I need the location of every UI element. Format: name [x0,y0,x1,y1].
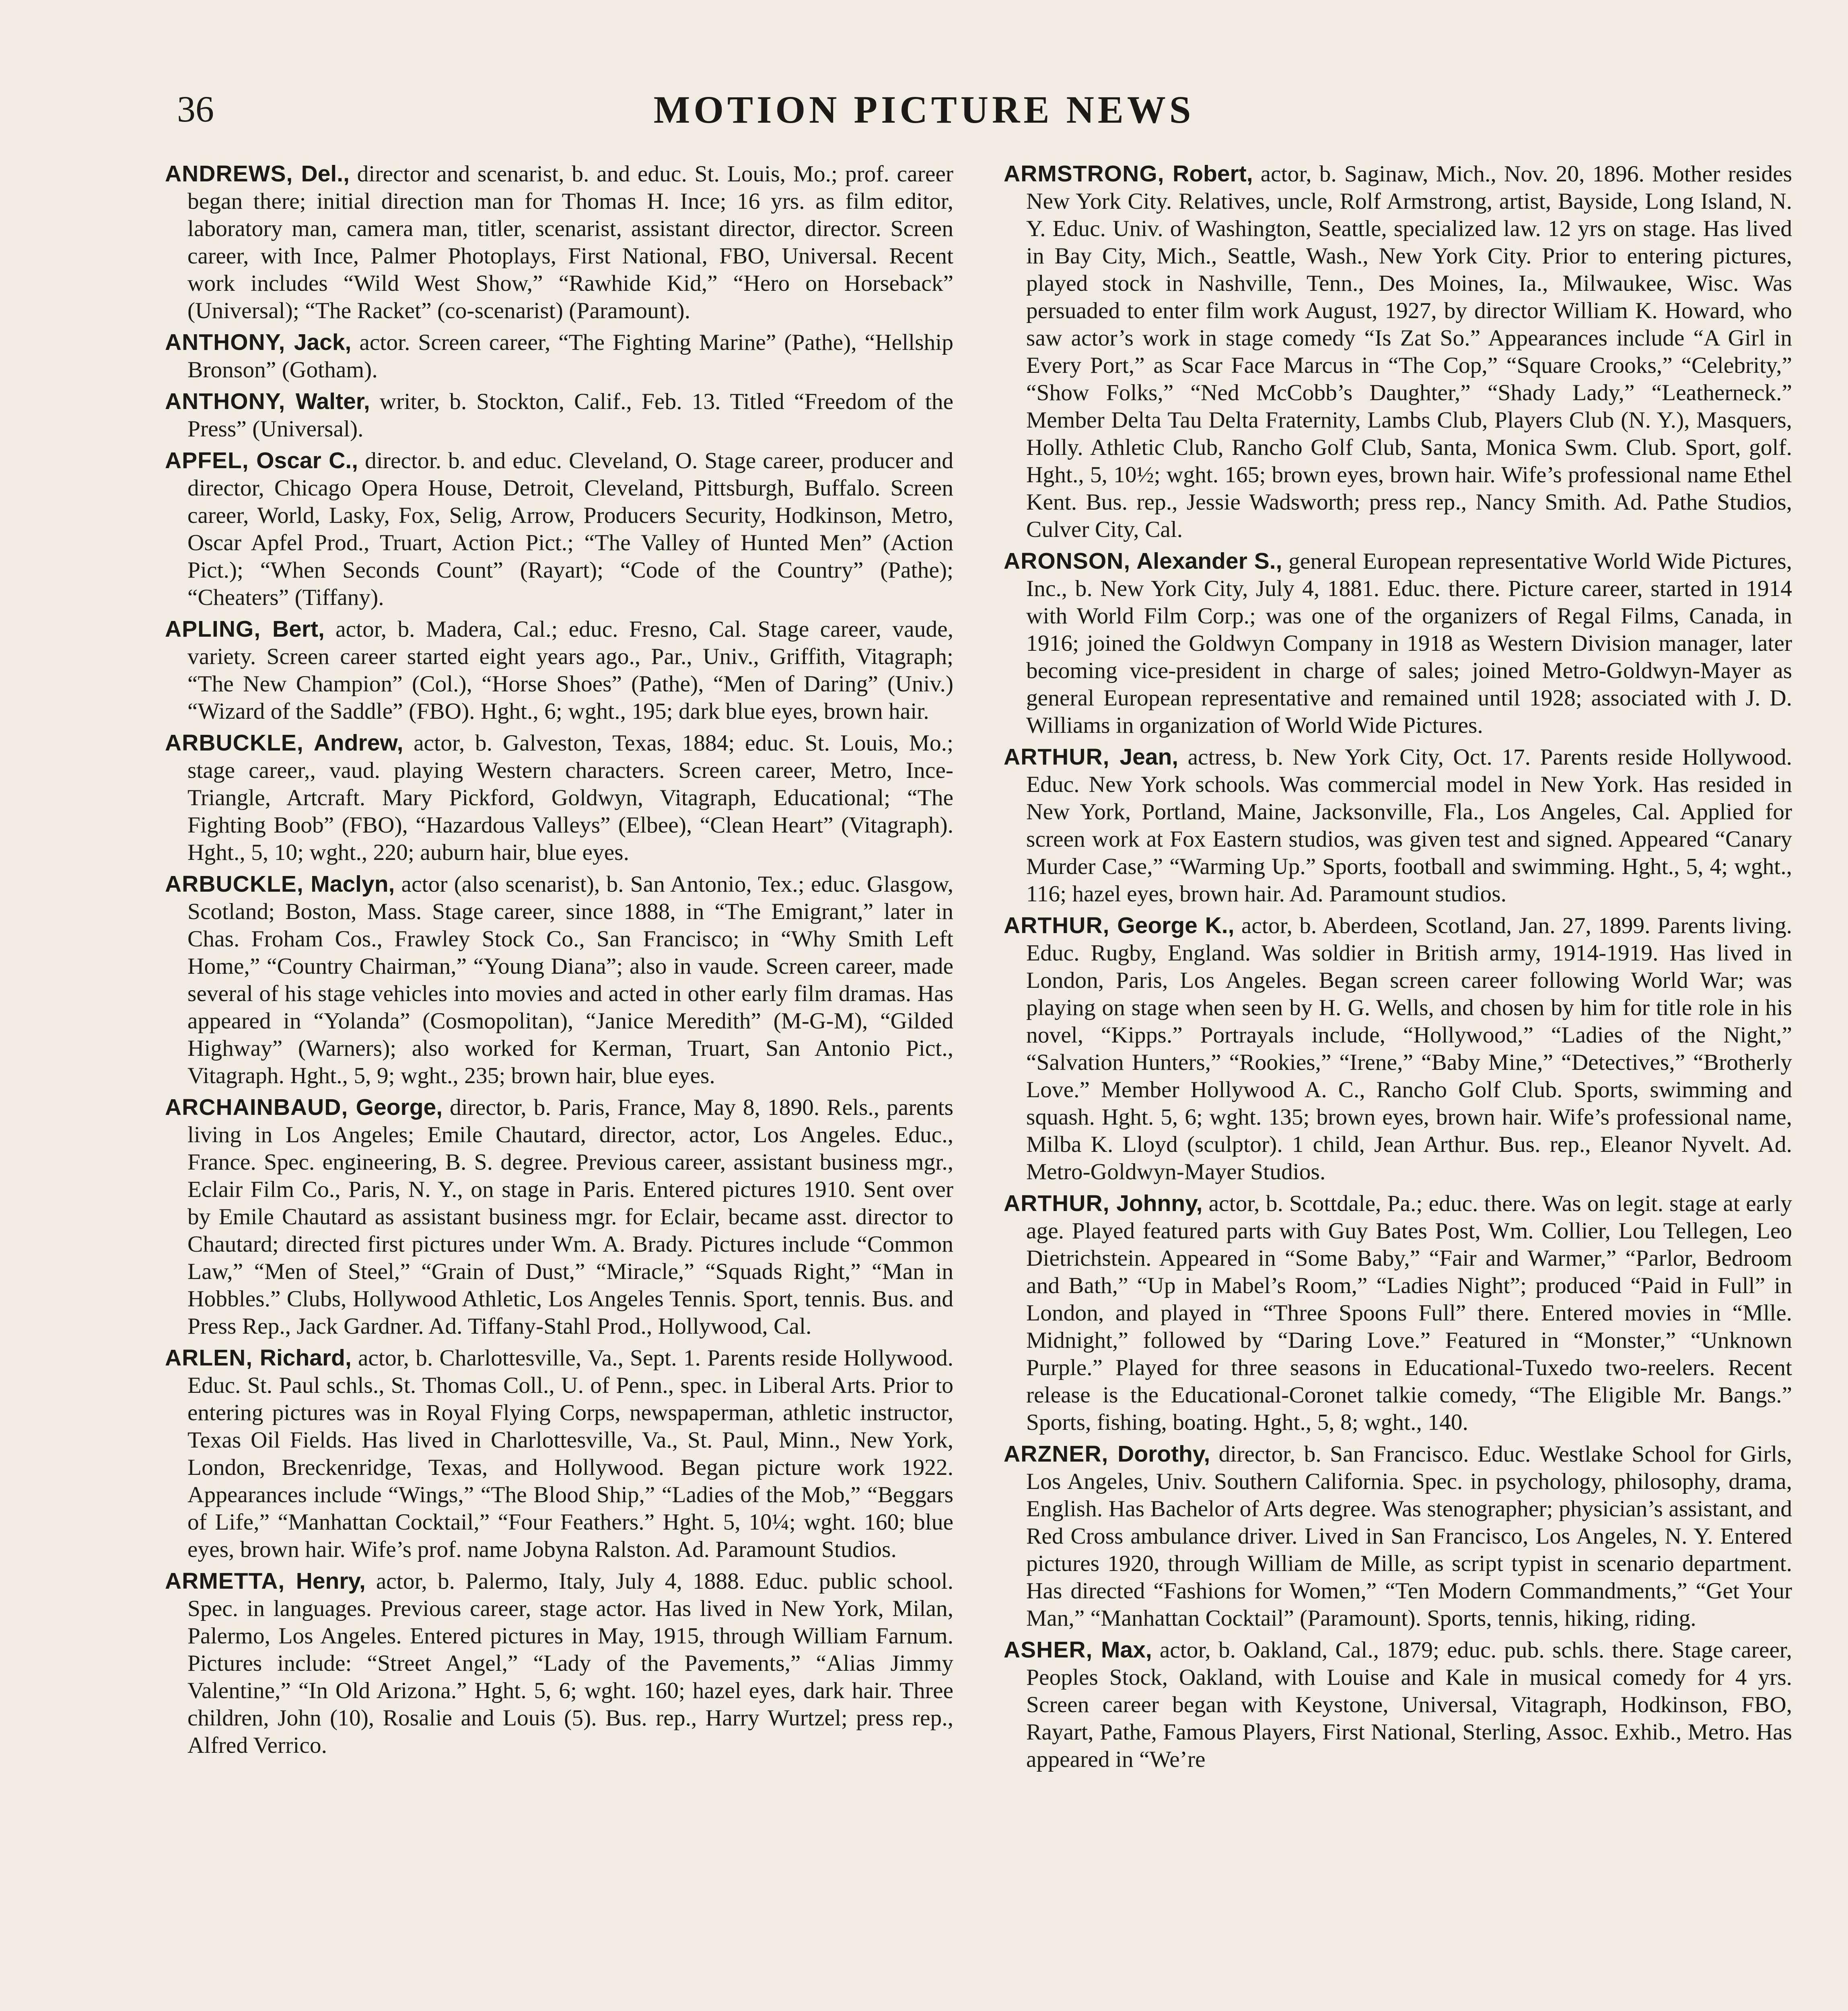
biography-entry [165,1344,953,1563]
biography-entry [165,447,953,611]
entry-text: actor. Screen career, “The Fighting Marine” (Pathe), “Hellship Bronson” (Gotham). [187,330,954,382]
entry-given-name: Johnny, [1116,1191,1203,1216]
entry-given-name: Robert, [1173,161,1253,187]
entry-name [165,1094,442,1120]
entry-surname: ANTHONY, [165,389,286,414]
entry-text: actor (also scenarist), b. San Antonio, Tex.; educ. Glasgow, Scotland; Boston, Mass. Stage career, since 1888, in “The Emigrant,” later in Chas. Froham Cos., Frawley Stock Co., San Francisco; in “Why Smith Left Home,” “Country Chairman,” “Young Diana”; also in vaude. Screen career, made several of his stage vehicles into movies and acted in other early film dramas. Has appeared in “Yolanda” (Cosmopolitan), “Janice Meredith” (M-G-M), “Gilded Highway” (Warners); also worked for Kerman, Truart, San Antonio Pict., Vitagraph. Hght., 5, 9; wght., 235; brown hair, blue eyes. [187,872,953,1088]
entry-text: actor, b. Charlottesville, Va., Sept. 1. Parents reside Hollywood. Educ. St. Paul schls., St. Thomas Coll., U. of Penn., spec. in Liberal Arts. Prior to entering pictures was in Royal Flying Corps, newspaperman, athletic instructor, Texas Oil Fields. Has lived in Charlottesville, Va., St. Paul, Minn., New York, London, Breckenridge, Texas, and Hollywood. Began picture work 1922. Appearances include “Wings,” “The Blood Ship,” “Ladies of the Mob,” “Beggars of Life,” “Manhattan Cocktail,” “Four Feathers.” Hght. 5, 10¼; wght. 160; blue eyes, brown hair. Wife’s prof. name Jobyna Ralston. Ad. Paramount Studios. [187,1345,953,1562]
biography-entry [165,729,953,866]
left-column [165,160,953,1763]
entry-text: actor, b. Madera, Cal.; educ. Fresno, Cal. Stage career, vaude, variety. Screen career started eight years ago., Par., Univ., Griffith, Vitagraph; “The New Champion” (Col.), “Horse Shoes” (Pathe), “Men of Daring” (Univ.) “Wizard of the Saddle” (FBO). Hght., 6; wght., 195; dark blue eyes, brown hair. [187,617,954,724]
entry-given-name: Andrew, [313,730,403,756]
entry-text: actor, b. Aberdeen, Scotland, Jan. 27, 1899. Parents living. Educ. Rugby, England. Was soldier in British army, 1914-1919. Has lived in London, Paris, Los Angeles. Began screen career following World War; was playing on stage when seen by H. G. Wells, and chosen by him for title role in his novel, “Kipps.” Portrayals include, “Hollywood,” “Ladies of the Night,” “Salvation Hunters,” “Rookies,” “Irene,” “Baby Mine,” “Detectives,” “Brotherly Love.” Member Hollywood A. C., Rancho Golf Club. Sports, swimming and squash. Hght. 5, 6; wght. 135; brown eyes, brown hair. Wife’s professional name, Milba K. Lloyd (sculptor). 1 child, Jean Arthur. Bus. rep., Eleanor Nyvelt. Ad. Metro-Goldwyn-Mayer Studios. [1026,913,1792,1184]
entry-given-name: Oscar C., [256,448,358,473]
entry-name [165,871,395,897]
page-header [0,90,1848,147]
entry-text: general European representative World Wide Pictures, Inc., b. New York City, July 4, 1881. Educ. there. Picture career, started in 1914 with World Film Corp.; was one of the organizers of Regal Films, Canada, in 1916; joined the Goldwyn Company in 1918 as Western Division manager, later becoming vice-president in charge of sales; joined Metro-Goldwyn-Mayer as general European representative and remained until 1928; associated with J. D. Williams in organization of World Wide Pictures. [1026,549,1792,738]
entry-given-name: George K., [1117,913,1235,938]
biography-entry [1004,1440,1792,1632]
entry-text: director, b. San Francisco. Educ. Westlake School for Girls, Los Angeles, Univ. Southern California. Spec. in psychology, philosophy, drama, English. Has Bachelor of Arts degree. Was stenographer; physician’s assistant, and Red Cross ambulance driver. Lived in San Francisco, Los Angeles, N. Y. Entered pictures 1920, through William de Mille, as script typist in scenario department. Has directed “Fashions for Women,” “Ten Modern Commandments,” “Get Your Man,” “Manhattan Cocktail” (Paramount). Sports, tennis, hiking, riding. [1026,1441,1792,1631]
entry-surname: ARMSTRONG, [1004,161,1165,187]
entry-surname: ANTHONY, [165,329,286,355]
biography-entry [165,615,953,725]
entry-given-name: Richard, [259,1345,352,1371]
biography-entry [165,1094,953,1340]
entry-name [1004,161,1253,187]
entry-surname: ARZNER, [1004,1441,1109,1467]
entry-given-name: Jean, [1120,744,1179,770]
entry-text: actor, b. Scottdale, Pa.; educ. there. Was on legit. stage at early age. Played featured parts with Guy Bates Post, Wm. Collier, Lou Tellegen, Leo Dietrichstein. Appeared in “Some Baby,” “Fair and Warmer,” “Parlor, Bedroom and Bath,” “Up in Mabel’s Room,” “Ladies Night”; produced “Paid in Full” in London, and played in “Three Spoons Full” there. Entered movies in “Mlle. Midnight,” followed by “Daring Love.” Featured in “Monster,” “Unknown Purple.” Played for three seasons in Educational-Tuxedo two-reelers. Recent release is the Educational-Coronet talkie comedy, “The Eligible Mr. Bangs.” Sports, fishing, boating. Hght., 5, 8; wght., 140. [1026,1191,1792,1435]
page-number: 36 [177,88,214,130]
entry-text: director. b. and educ. Cleveland, O. Stage career, producer and director, Chicago Opera House, Detroit, Cleveland, Pittsburgh, Buffalo. Screen career, World, Lasky, Fox, Selig, Arrow, Producers Security, Hodkinson, Metro, Oscar Apfel Prod., Truart, Action Pict.; “The Valley of Hunted Men” (Action Pict.); “When Seconds Count” (Rayart); “Code of the Country” (Pathe); “Cheaters” (Tiffany). [187,448,954,610]
entry-name [1004,1441,1210,1467]
entry-surname: ARCHAINBAUD, [165,1094,348,1120]
biography-entry [165,870,953,1090]
entry-name [165,389,370,414]
right-column [1004,160,1792,1777]
entry-text: actor, b. Galveston, Texas, 1884; educ. St. Louis, Mo.; stage career,, vaud. playing Western characters. Screen career, Metro, Ince-Triangle, Artcraft. Mary Pickford, Goldwyn, Vitagraph, Educational; “The Fighting Boob” (FBO), “Hazardous Valleys” (Elbee), “Clean Heart” (Vitagraph). Hght., 5, 10; wght., 220; auburn hair, blue eyes. [187,730,953,865]
entry-name [1004,548,1282,574]
biography-entry [1004,743,1792,908]
entry-text: actor, b. Saginaw, Mich., Nov. 20, 1896. Mother resides New York City. Relatives, uncle, Rolf Armstrong, artist, Bayside, Long Island, N. Y. Educ. Univ. of Washington, Seattle, specialized law. 12 yrs on stage. Has lived in Bay City, Mich., Seattle, Wash., New York City. Prior to entering pictures, played stock in Nashville, Tenn., Des Moines, Ia., Milwaukee, Wisc. Was persuaded to enter film work August, 1927, by director William K. Howard, who saw actor’s work in stage comedy “Is Zat So.” Appearances include “A Girl in Every Port,” as Scar Face Marcus in “The Cop,” “Square Crooks,” “Celebrity,” “Show Folks,” “Ned McCobb’s Daughter,” “Shady Lady,” “Leatherneck.” Member Delta Tau Delta Fraternity, Lambs Club, Players Club (N. Y.), Masquers, Holly. Athletic Club, Rancho Golf Club, Santa, Monica Swm. Club. Sport, golf. Hght., 5, 10½; wght. 165; brown eyes, brown hair. Wife’s professional name Ethel Kent. Bus. rep., Jessie Wadsworth; press rep., Nancy Smith. Ad. Pathe Studios, Culver City, Cal. [1026,161,1792,542]
entry-name [165,616,325,642]
entry-given-name: Jack, [294,329,352,355]
entry-given-name: Walter, [295,389,370,414]
entry-given-name: George, [356,1094,443,1120]
entry-surname: ANDREWS, [165,161,293,187]
entry-text: actress, b. New York City, Oct. 17. Parents reside Hollywood. Educ. New York schools. Was commercial model in New York. Has resided in New York, Portland, Maine, Jacksonville, Fla., Los Angeles, Cal. Applied for screen work at Fox Eastern studios, was given test and signed. Appeared “Canary Murder Case,” “Warming Up.” Sports, football and swimming. Hght., 5, 4; wght., 116; hazel eyes, brown hair. Ad. Paramount studios. [1026,744,1792,907]
entry-text: director and scenarist, b. and educ. St. Louis, Mo.; prof. career began there; initial direction man for Thomas H. Ince; 16 yrs. as film editor, laboratory man, camera man, titler, scenarist, assistant director, director. Screen career, with Ince, Palmer Photoplays, First National, FBO, Universal. Recent work includes “Wild West Show,” “Rawhide Kid,” “Hero on Horseback” (Universal); “The Racket” (co-scenarist) (Paramount). [187,161,954,323]
entry-name [165,1345,352,1371]
biography-entry [165,329,953,384]
biography-entry [1004,912,1792,1186]
entry-surname: ARTHUR, [1004,744,1110,770]
entry-name [165,730,403,756]
entry-surname: ARTHUR, [1004,913,1110,938]
entry-given-name: Maclyn, [311,871,395,897]
entry-surname: ARMETTA, [165,1568,285,1594]
biography-entry [165,388,953,443]
entry-name [1004,1191,1202,1216]
entry-name [165,1568,366,1594]
biography-entry [1004,160,1792,543]
biography-entry [1004,547,1792,739]
entry-surname: ARBUCKLE, [165,871,304,897]
entry-text: actor, b. Oakland, Cal., 1879; educ. pub. schls. there. Stage career, Peoples Stock, Oakland, with Louise and Kale in musical comedy for 4 yrs. Screen career began with Keystone, Universal, Vitagraph, Hodkinson, FBO, Rayart, Pathe, Famous Players, First National, Sterling, Assoc. Exhib., Metro. Has appeared in “We’re [1026,1637,1792,1772]
entry-given-name: Alexander S., [1136,548,1282,574]
biography-entry [1004,1190,1792,1436]
biography-entry [1004,1636,1792,1773]
entry-given-name: Max, [1101,1637,1152,1663]
entry-surname: ASHER, [1004,1637,1093,1663]
entry-text: actor, b. Palermo, Italy, July 4, 1888. Educ. public school. Spec. in languages. Previous career, stage actor. Has lived in New York, Milan, Palermo, Los Angeles. Entered pictures in May, 1915, through William Farnum. Pictures include: “Street Angel,” “Lady of the Pavements,” “Alias Jimmy Valentine,” “In Old Arizona.” Hght. 5, 6; wght. 160; hazel eyes, dark hair. Three children, John (10), Rosalie and Louis (5). Bus. rep., Harry Wurtzel; press rep., Alfred Verrico. [187,1569,953,1758]
entry-name [165,329,351,355]
entry-text: writer, b. Stockton, Calif., Feb. 13. Titled “Freedom of the Press” (Universal). [187,389,954,442]
entry-surname: APFEL, [165,448,249,473]
entry-name [1004,744,1178,770]
entry-given-name: Dorothy, [1117,1441,1210,1467]
biography-entry [165,160,953,325]
entry-surname: ARBUCKLE, [165,730,304,756]
biography-entry [165,1567,953,1759]
entry-name [165,448,358,473]
entry-given-name: Henry, [296,1568,366,1594]
entry-name [1004,1637,1152,1663]
running-title: MOTION PICTURE NEWS [653,88,1195,131]
entry-surname: ARLEN, [165,1345,253,1371]
entry-surname: ARTHUR, [1004,1191,1110,1216]
entry-name [1004,913,1234,938]
entry-name [165,161,350,187]
entry-surname: ARONSON, [1004,548,1131,574]
entry-surname: APLING, [165,616,261,642]
entry-given-name: Bert, [272,616,325,642]
entry-text: director, b. Paris, France, May 8, 1890. Rels., parents living in Los Angeles; Emile Chautard, director, actor, Los Angeles. Educ., France. Spec. engineering, B. S. degree. Previous career, assistant business mgr., Eclair Film Co., Paris, N. Y., on stage in Paris. Entered pictures 1910. Sent over by Emile Chautard as assistant business mgr. for Eclair, became asst. director to Chautard; directed first pictures under Wm. A. Brady. Pictures include “Common Law,” “Men of Steel,” “Grain of Dust,” “Miracle,” “Squads Right,” “Man in Hobbles.” Clubs, Hollywood Athletic, Los Angeles Tennis. Sport, tennis. Bus. and Press Rep., Jack Gardner. Ad. Tiffany-Stahl Prod., Hollywood, Cal. [187,1095,954,1339]
entry-given-name: Del., [301,161,350,187]
